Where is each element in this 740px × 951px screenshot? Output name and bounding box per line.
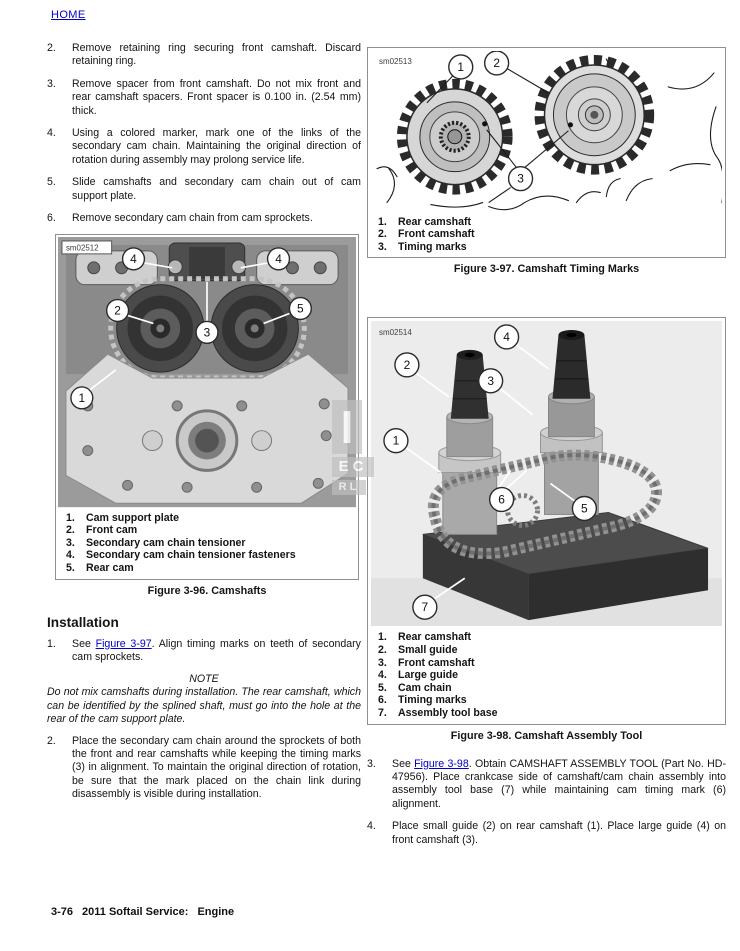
legend-item	[60, 537, 354, 550]
step-number: 1.	[47, 637, 56, 650]
figure-id-label: sm02514	[378, 328, 412, 338]
figure-3-98-caption: Figure 3-98. Camshaft Assembly Tool	[450, 729, 643, 742]
procedure-step	[367, 758, 726, 812]
legend-item	[60, 562, 354, 575]
procedure-step	[47, 735, 361, 802]
legend-num: 5.	[378, 681, 387, 694]
svg-text:1: 1	[457, 59, 465, 74]
step-text: Place small guide (2) on rear camshaft (1). Place large guide (4) on front camshaft (3).	[392, 820, 726, 846]
procedure-step	[367, 820, 726, 847]
svg-text:2: 2	[403, 358, 411, 373]
watermark-fragment: RL	[332, 480, 366, 495]
step-text	[392, 758, 726, 812]
procedure-step	[47, 42, 361, 69]
svg-text:3: 3	[517, 171, 524, 186]
legend-item	[372, 644, 721, 657]
svg-text:4: 4	[275, 252, 282, 267]
page-footer	[51, 906, 243, 918]
legend-label: Rear camshaft	[398, 215, 472, 228]
legend-item	[372, 657, 721, 670]
figure-3-97-link[interactable]: Figure 3-97	[95, 637, 152, 650]
legend-item	[372, 228, 721, 241]
procedure-step	[47, 176, 361, 203]
legend-num: 2.	[378, 644, 387, 657]
legend-num: 2.	[66, 524, 75, 537]
legend-num: 1.	[378, 215, 387, 228]
legend-item	[60, 512, 354, 525]
legend-item	[372, 631, 721, 644]
right-column	[367, 47, 726, 856]
legend-num: 7.	[378, 707, 387, 719]
legend-num: 1.	[66, 511, 75, 524]
legend-label: Small guide	[398, 644, 458, 657]
legend-label: Front cam	[86, 524, 138, 537]
legend-num: 2.	[378, 228, 387, 241]
step-number: 2.	[47, 734, 56, 747]
legend-num: 3.	[378, 656, 387, 669]
svg-text:2: 2	[114, 303, 121, 318]
legend-item	[372, 669, 721, 682]
legend-item	[372, 241, 721, 254]
step-text	[72, 638, 361, 665]
left-column	[47, 42, 361, 811]
rear-cam	[211, 285, 298, 372]
svg-text:3: 3	[203, 325, 211, 340]
procedure-step	[47, 78, 361, 118]
step-text-pre: See	[392, 757, 415, 770]
legend-label: Large guide	[398, 669, 459, 682]
figure-id-label: sm02512	[65, 243, 99, 253]
step-text: Remove retaining ring securing front camshaft. Discard retaining ring.	[72, 42, 361, 68]
figure-3-98-box	[367, 317, 726, 724]
procedure-step	[47, 212, 361, 225]
step-number: 6.	[47, 212, 56, 225]
step-number: 3.	[47, 77, 56, 90]
figure-3-96-box	[55, 234, 359, 579]
legend-item	[60, 524, 354, 537]
legend-num: 3.	[378, 240, 387, 253]
step-number: 5.	[47, 176, 56, 189]
svg-text:7: 7	[421, 600, 429, 615]
legend-label: Cam support plate	[86, 511, 180, 524]
legend-label: Secondary cam chain tensioner fasteners	[86, 549, 296, 562]
timing-mark-dot	[568, 122, 573, 127]
legend-item	[372, 682, 721, 695]
legend-label: Rear cam	[86, 562, 134, 575]
legend-label: Timing marks	[398, 694, 467, 707]
svg-text:3: 3	[487, 374, 494, 389]
watermark-fragment: EC	[332, 457, 374, 477]
legend-item	[372, 216, 721, 229]
timing-marks-line-drawing	[371, 51, 722, 211]
legend-num: 4.	[378, 669, 387, 682]
step-number: 4.	[47, 127, 56, 140]
svg-text:5: 5	[297, 301, 304, 316]
footer-section: Engine	[197, 906, 235, 918]
legend-label: Secondary cam chain tensioner	[86, 536, 246, 549]
procedure-step	[47, 127, 361, 167]
svg-text:1: 1	[392, 433, 400, 448]
installation-heading: Installation	[47, 614, 119, 630]
figure-3-97-legend	[368, 214, 725, 258]
figure-3-96-legend	[56, 510, 358, 579]
front-cam	[117, 285, 204, 372]
legend-label: Assembly tool base	[398, 707, 498, 719]
figure-3-98-link[interactable]: Figure 3-98	[414, 757, 469, 770]
figure-3-97-drawing	[368, 48, 725, 214]
procedure-step	[47, 638, 361, 665]
right-steps	[367, 758, 726, 847]
figure-id-label: sm02513	[378, 56, 412, 66]
step-number: 2.	[47, 42, 56, 54]
footer-page-number: 3-76	[51, 906, 74, 918]
legend-label: Front camshaft	[398, 228, 475, 241]
figure-3-97-caption: Figure 3-97. Camshaft Timing Marks	[453, 263, 640, 276]
svg-text:4: 4	[130, 252, 137, 267]
figure-3-96-caption: Figure 3-96. Camshafts	[147, 584, 267, 597]
step-text: Place the secondary cam chain around the sprockets of both the front and rear camshafts while keeping the timing marks (3) in alignment. To maintain the original direction of rotation, be sure that the mark placed on the chain link during disassembly is visible during installation.	[72, 734, 361, 801]
step-text-post: . Obtain CAMSHAFT ASSEMBLY TOOL (Part No. HD-47956). Place crankcase side of camshaft/cam chain assembly into assembly tool base (7) while maintaining cam timing mark (6) alignment.	[392, 757, 726, 810]
step-text-post: . Align timing marks on teeth of secondary cam sprockets.	[72, 637, 361, 664]
step-number: 4.	[367, 820, 376, 833]
figure-3-98-legend	[368, 629, 725, 723]
svg-text:4: 4	[503, 330, 510, 345]
svg-text:2: 2	[493, 55, 500, 70]
legend-num: 4.	[66, 549, 75, 562]
figure-3-96-photo	[56, 235, 358, 509]
step-number: 3.	[367, 757, 376, 770]
legend-label: Front camshaft	[398, 656, 475, 669]
watermark-fragment: I	[332, 400, 362, 454]
legend-label: Timing marks	[398, 240, 467, 253]
step-text: Remove spacer from front camshaft. Do not mix front and rear camshaft spacers. Front spacer is 0.100 in. (2.54 mm) thick.	[72, 77, 361, 117]
camshafts-photo-illustration	[58, 237, 356, 507]
legend-label: Rear camshaft	[398, 631, 472, 644]
legend-item	[372, 694, 721, 707]
svg-text:5: 5	[581, 501, 588, 516]
figure-3-97-box	[367, 47, 726, 258]
legend-num: 6.	[378, 694, 387, 707]
note-label: NOTE	[189, 673, 219, 686]
timing-mark-dot	[482, 121, 487, 126]
legend-num: 5.	[66, 562, 75, 575]
legend-item	[60, 549, 354, 562]
figure-3-98-photo	[368, 318, 725, 629]
svg-text:6: 6	[498, 492, 505, 507]
legend-num: 1.	[378, 631, 387, 644]
step-text-pre: See	[72, 637, 96, 650]
step-text: Using a colored marker, mark one of the links of the secondary cam chain. Maintaining the original direction of rotation during assembly may prolong service life.	[72, 127, 361, 166]
step-text: Remove secondary cam chain from cam sprockets.	[72, 212, 313, 225]
assembly-tool-photo-illustration	[371, 321, 722, 626]
note-text: Do not mix camshafts during installation. The rear camshaft, which can be identified by the splined shaft, must go into the hole at the rear of the cam support plate.	[47, 686, 361, 726]
legend-label: Cam chain	[398, 681, 452, 694]
legend-num: 3.	[66, 536, 75, 549]
svg-text:1: 1	[78, 391, 86, 406]
step-text: Slide camshafts and secondary cam chain out of cam support plate.	[72, 176, 361, 202]
legend-item	[372, 707, 721, 720]
home-link[interactable]: HOME	[51, 9, 86, 21]
footer-doc-title: 2011 Softail Service:	[82, 906, 189, 918]
